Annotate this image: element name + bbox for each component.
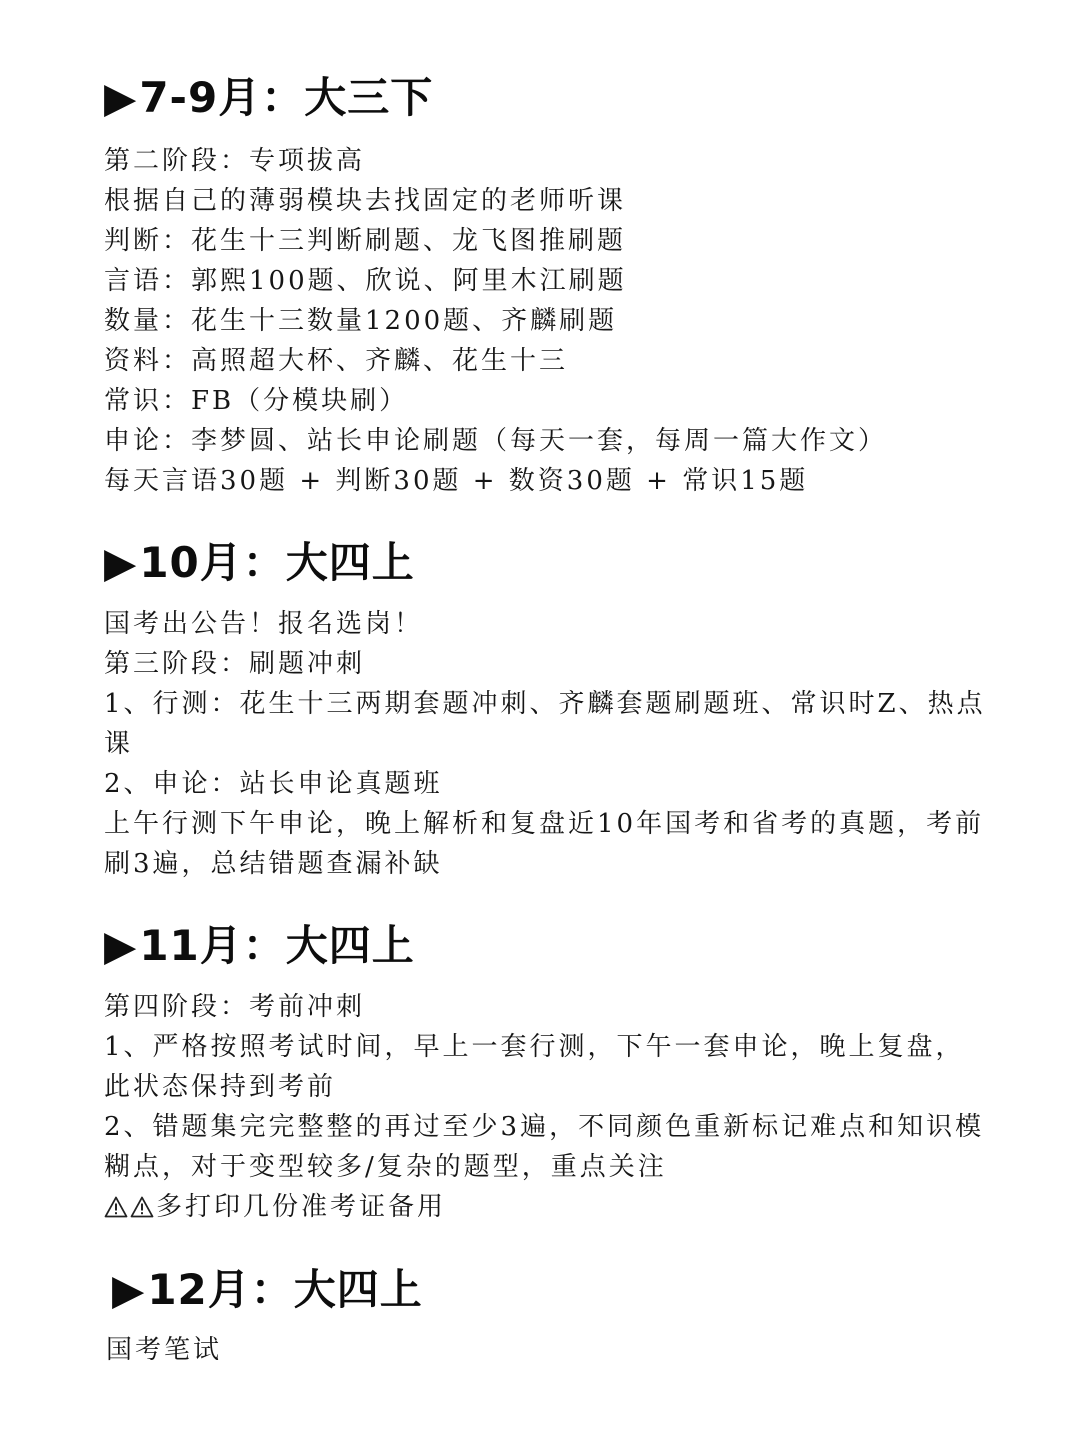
body-line: 常识：FB（分模块刷）	[104, 386, 409, 416]
triangle-marker-icon: ▶	[112, 1265, 146, 1314]
body-line: 第四阶段：考前冲刺	[104, 992, 366, 1022]
warning-line	[104, 1187, 984, 1227]
triangle-marker-icon: ▶	[104, 73, 138, 122]
body-line: 此状态保持到考前	[104, 1072, 337, 1102]
section-heading-nov	[104, 918, 415, 974]
section-title: 11月：大四上	[139, 921, 415, 970]
section-heading-dec	[112, 1262, 423, 1318]
body-line: 1、行测：花生十三两期套题冲刺、齐麟套题刷题班、常识时Z、热点	[104, 689, 986, 719]
body-line: 言语：郭熙100题、欣说、阿里木江刷题	[104, 266, 627, 296]
section-body-jul-sep	[104, 141, 984, 501]
section-title: 12月：大四上	[147, 1265, 423, 1314]
section-body-dec	[106, 1330, 986, 1370]
section-title: 10月：大四上	[139, 538, 415, 587]
section-heading-oct	[104, 535, 415, 591]
warning-text: 多打印几份准考证备用	[156, 1192, 447, 1222]
body-line: 每天言语30题 + 判断30题 + 数资30题 + 常识15题	[104, 466, 809, 496]
warning-icon	[104, 1196, 128, 1218]
body-line: 判断：花生十三判断刷题、龙飞图推刷题	[104, 226, 627, 256]
triangle-marker-icon: ▶	[104, 921, 138, 970]
body-line: 刷3遍，总结错题查漏补缺	[104, 849, 443, 879]
body-line: 根据自己的薄弱模块去找固定的老师听课	[104, 186, 627, 216]
section-title: 7-9月：大三下	[139, 73, 434, 122]
body-line: 国考出公告！报名选岗！	[104, 609, 424, 639]
body-line: 数量：花生十三数量1200题、齐麟刷题	[104, 306, 618, 336]
body-line: 资料：高照超大杯、齐麟、花生十三	[104, 346, 569, 376]
body-line: 课	[104, 729, 134, 759]
body-line: 第二阶段：专项拔高	[104, 146, 366, 176]
body-line: 上午行测下午申论，晚上解析和复盘近10年国考和省考的真题，考前	[104, 809, 985, 839]
section-body-oct	[104, 604, 984, 884]
body-line: 第三阶段：刷题冲刺	[104, 649, 366, 679]
triangle-marker-icon: ▶	[104, 538, 138, 587]
body-line: 2、错题集完完整整的再过至少3遍，不同颜色重新标记难点和知识模	[104, 1112, 985, 1142]
body-line: 糊点，对于变型较多/复杂的题型，重点关注	[104, 1152, 667, 1182]
section-heading-jul-sep	[104, 70, 433, 126]
body-line: 2、申论：站长申论真题班	[104, 769, 443, 799]
body-line: 1、严格按照考试时间，早上一套行测，下午一套申论，晚上复盘，	[104, 1032, 965, 1062]
body-line: 国考笔试	[106, 1335, 223, 1365]
section-body-nov	[104, 987, 984, 1227]
body-line: 申论：李梦圆、站长申论刷题（每天一套，每周一篇大作文）	[104, 426, 888, 456]
warning-icon	[130, 1196, 154, 1218]
